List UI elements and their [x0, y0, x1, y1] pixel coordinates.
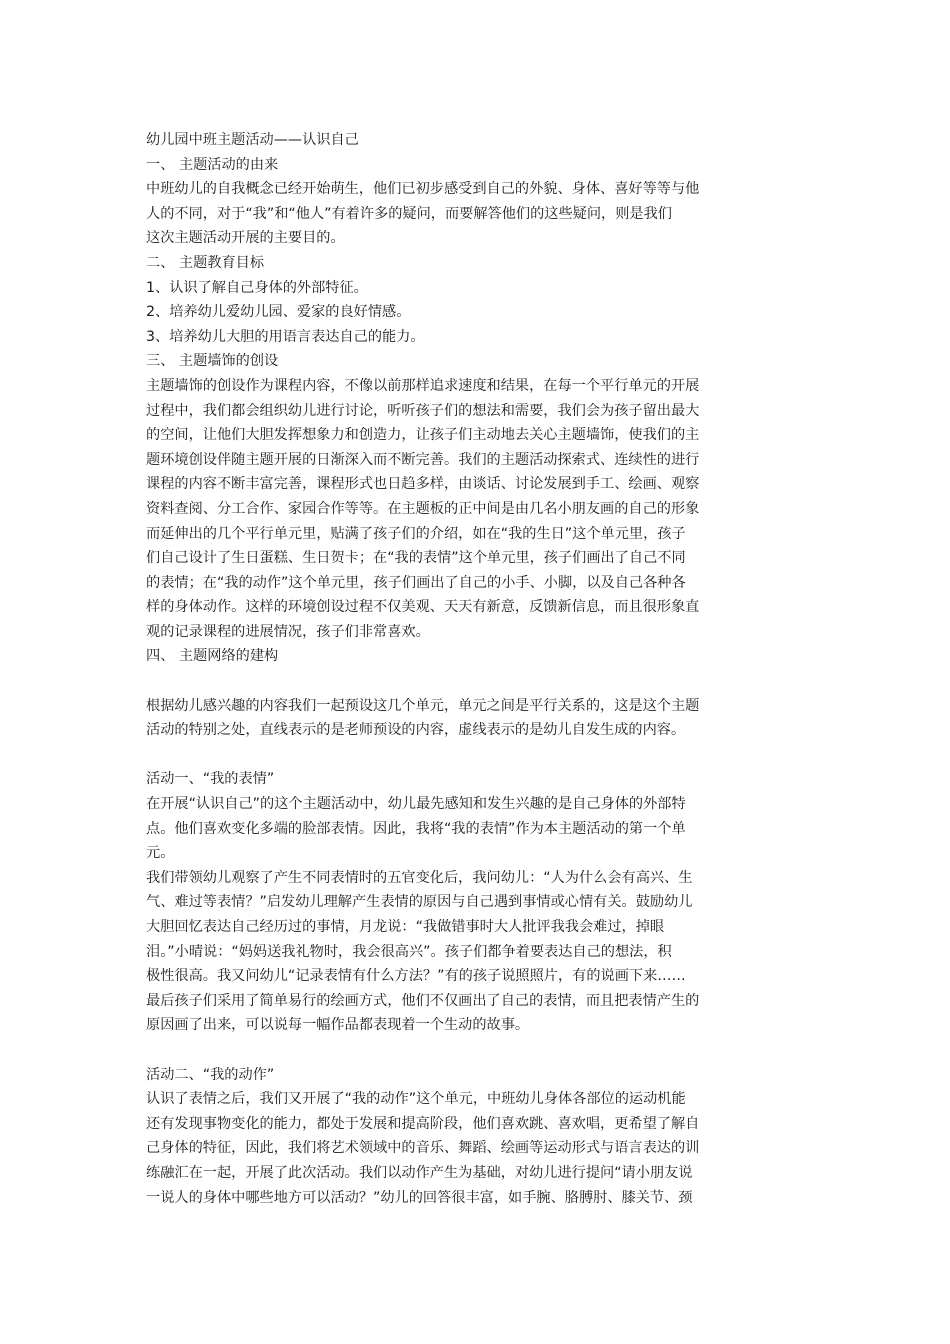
text-line: 练融汇在一起，开展了此次活动。我们以动作产生为基础，对幼儿进行提问“请小朋友说 — [146, 1164, 693, 1181]
text-line: 们自己设计了生日蛋糕、生日贺卡；在“我的表情”这个单元里，孩子们画出了自己不同 — [146, 550, 686, 567]
text-line: 主题墙饰的创设作为课程内容，不像以前那样追求速度和结果，在每一个平行单元的开展 — [146, 377, 700, 394]
blank-line — [146, 1038, 810, 1063]
text-line: 1、认识了解自己身体的外部特征。 — [146, 279, 368, 296]
text-line: 极性很高。我又问幼儿“记录表情有什么方法？”有的孩子说照照片，有的说画下来…… — [146, 968, 686, 985]
text-line: 最后孩子们采用了简单易行的绘画方式，他们不仅画出了自己的表情，而且把表情产生的 — [146, 992, 700, 1009]
text-line: 题环境创设伴随主题开展的日渐深入而不断完善。我们的主题活动探索式、连续性的进行 — [146, 451, 700, 468]
text-line: 而延伸出的几个平行单元里，贴满了孩子们的介绍，如在“我的生日”这个单元里，孩子 — [146, 525, 686, 542]
text-line: 一、 主题活动的由来 — [146, 156, 279, 173]
text-line: 我们带领幼儿观察了产生不同表情时的五官变化后，我问幼儿：“人为什么会有高兴、生 — [146, 869, 693, 886]
text-line: 观的记录课程的进展情况，孩子们非常喜欢。 — [146, 623, 430, 640]
document-body — [146, 128, 810, 1210]
text-line: 2、培养幼儿爱幼儿园、爱家的良好情感。 — [146, 304, 411, 321]
text-line: 活动一、“我的表情” — [146, 771, 275, 788]
text-line: 资料查阅、分工合作、家园合作等等。在主题板的正中间是由几名小朋友画的自己的形象 — [146, 500, 700, 517]
text-line: 的空间，让他们大胆发挥想象力和创造力，让孩子们主动地去关心主题墙饰，使我们的主 — [146, 427, 700, 444]
text-line: 认识了表情之后，我们又开展了“我的动作”这个单元，中班幼儿身体各部位的运动机能 — [146, 1091, 686, 1108]
document-title: 幼儿园中班主题活动——认识自己 — [146, 132, 359, 148]
text-line: 人的不同，对于“我”和“他人”有着许多的疑问，而要解答他们的这些疑问，则是我们 — [146, 205, 672, 222]
text-line: 还有发现事物变化的能力，都处于发展和提高阶段，他们喜欢跳、喜欢唱，更希望了解自 — [146, 1115, 700, 1132]
text-line: 这次主题活动开展的主要目的。 — [146, 230, 345, 247]
text-line: 在开展“认识自己”的这个主题活动中，幼儿最先感知和发生兴趣的是自己身体的外部特 — [146, 796, 686, 813]
text-line: 四、 主题网络的建构 — [146, 648, 279, 665]
text-line: 三、 主题墙饰的创设 — [146, 353, 279, 370]
text-line: 活动二、“我的动作” — [146, 1066, 275, 1083]
text-line: 己身体的特征，因此，我们将艺术领域中的音乐、舞蹈、绘画等运动形式与语言表达的训 — [146, 1140, 700, 1157]
blank-line — [146, 743, 810, 768]
text-line: 3、培养幼儿大胆的用语言表达自己的能力。 — [146, 328, 425, 345]
text-line: 元。 — [146, 845, 175, 862]
text-line: 中班幼儿的自我概念已经开始萌生，他们已初步感受到自己的外貌、身体、喜好等等与他 — [146, 181, 700, 198]
text-line: 一说人的身体中哪些地方可以活动？”幼儿的回答很丰富，如手腕、胳膊肘、膝关节、颈 — [146, 1189, 693, 1206]
text-line: 点。他们喜欢变化多端的脸部表情。因此，我将“我的表情”作为本主题活动的第一个单 — [146, 820, 686, 837]
text-line: 的表情；在“我的动作”这个单元里，孩子们画出了自己的小手、小脚，以及自己各种各 — [146, 574, 686, 591]
text-line: 活动的特别之处，直线表示的是老师预设的内容，虚线表示的是幼儿自发生成的内容。 — [146, 722, 686, 739]
text-line: 课程的内容不断丰富完善，课程形式也日趋多样，由谈话、讨论发展到手工、绘画、观察 — [146, 476, 700, 493]
text-line: 气、难过等表情？”启发幼儿理解产生表情的原因与自己遇到事情或心情有关。鼓励幼儿 — [146, 894, 693, 911]
text-line: 样的身体动作。这样的环境创设过程不仅美观、天天有新意，反馈新信息，而且很形象直 — [146, 599, 700, 616]
blank-line — [146, 669, 810, 694]
text-line: 大胆回忆表达自己经历过的事情，月龙说：“我做错事时大人批评我我会难过，掉眼 — [146, 919, 665, 935]
text-line: 过程中，我们都会组织幼儿进行讨论，听听孩子们的想法和需要，我们会为孩子留出最大 — [146, 402, 700, 419]
text-line: 二、 主题教育目标 — [146, 254, 265, 271]
text-line: 根据幼儿感兴趣的内容我们一起预设这几个单元，单元之间是平行关系的，这是这个主题 — [146, 697, 700, 714]
text-line: 泪。”小晴说：“妈妈送我礼物时，我会很高兴”。孩子们都争着要表达自己的想法，积 — [146, 943, 672, 960]
text-line: 原因画了出来，可以说每一幅作品都表现着一个生动的故事。 — [146, 1017, 530, 1034]
